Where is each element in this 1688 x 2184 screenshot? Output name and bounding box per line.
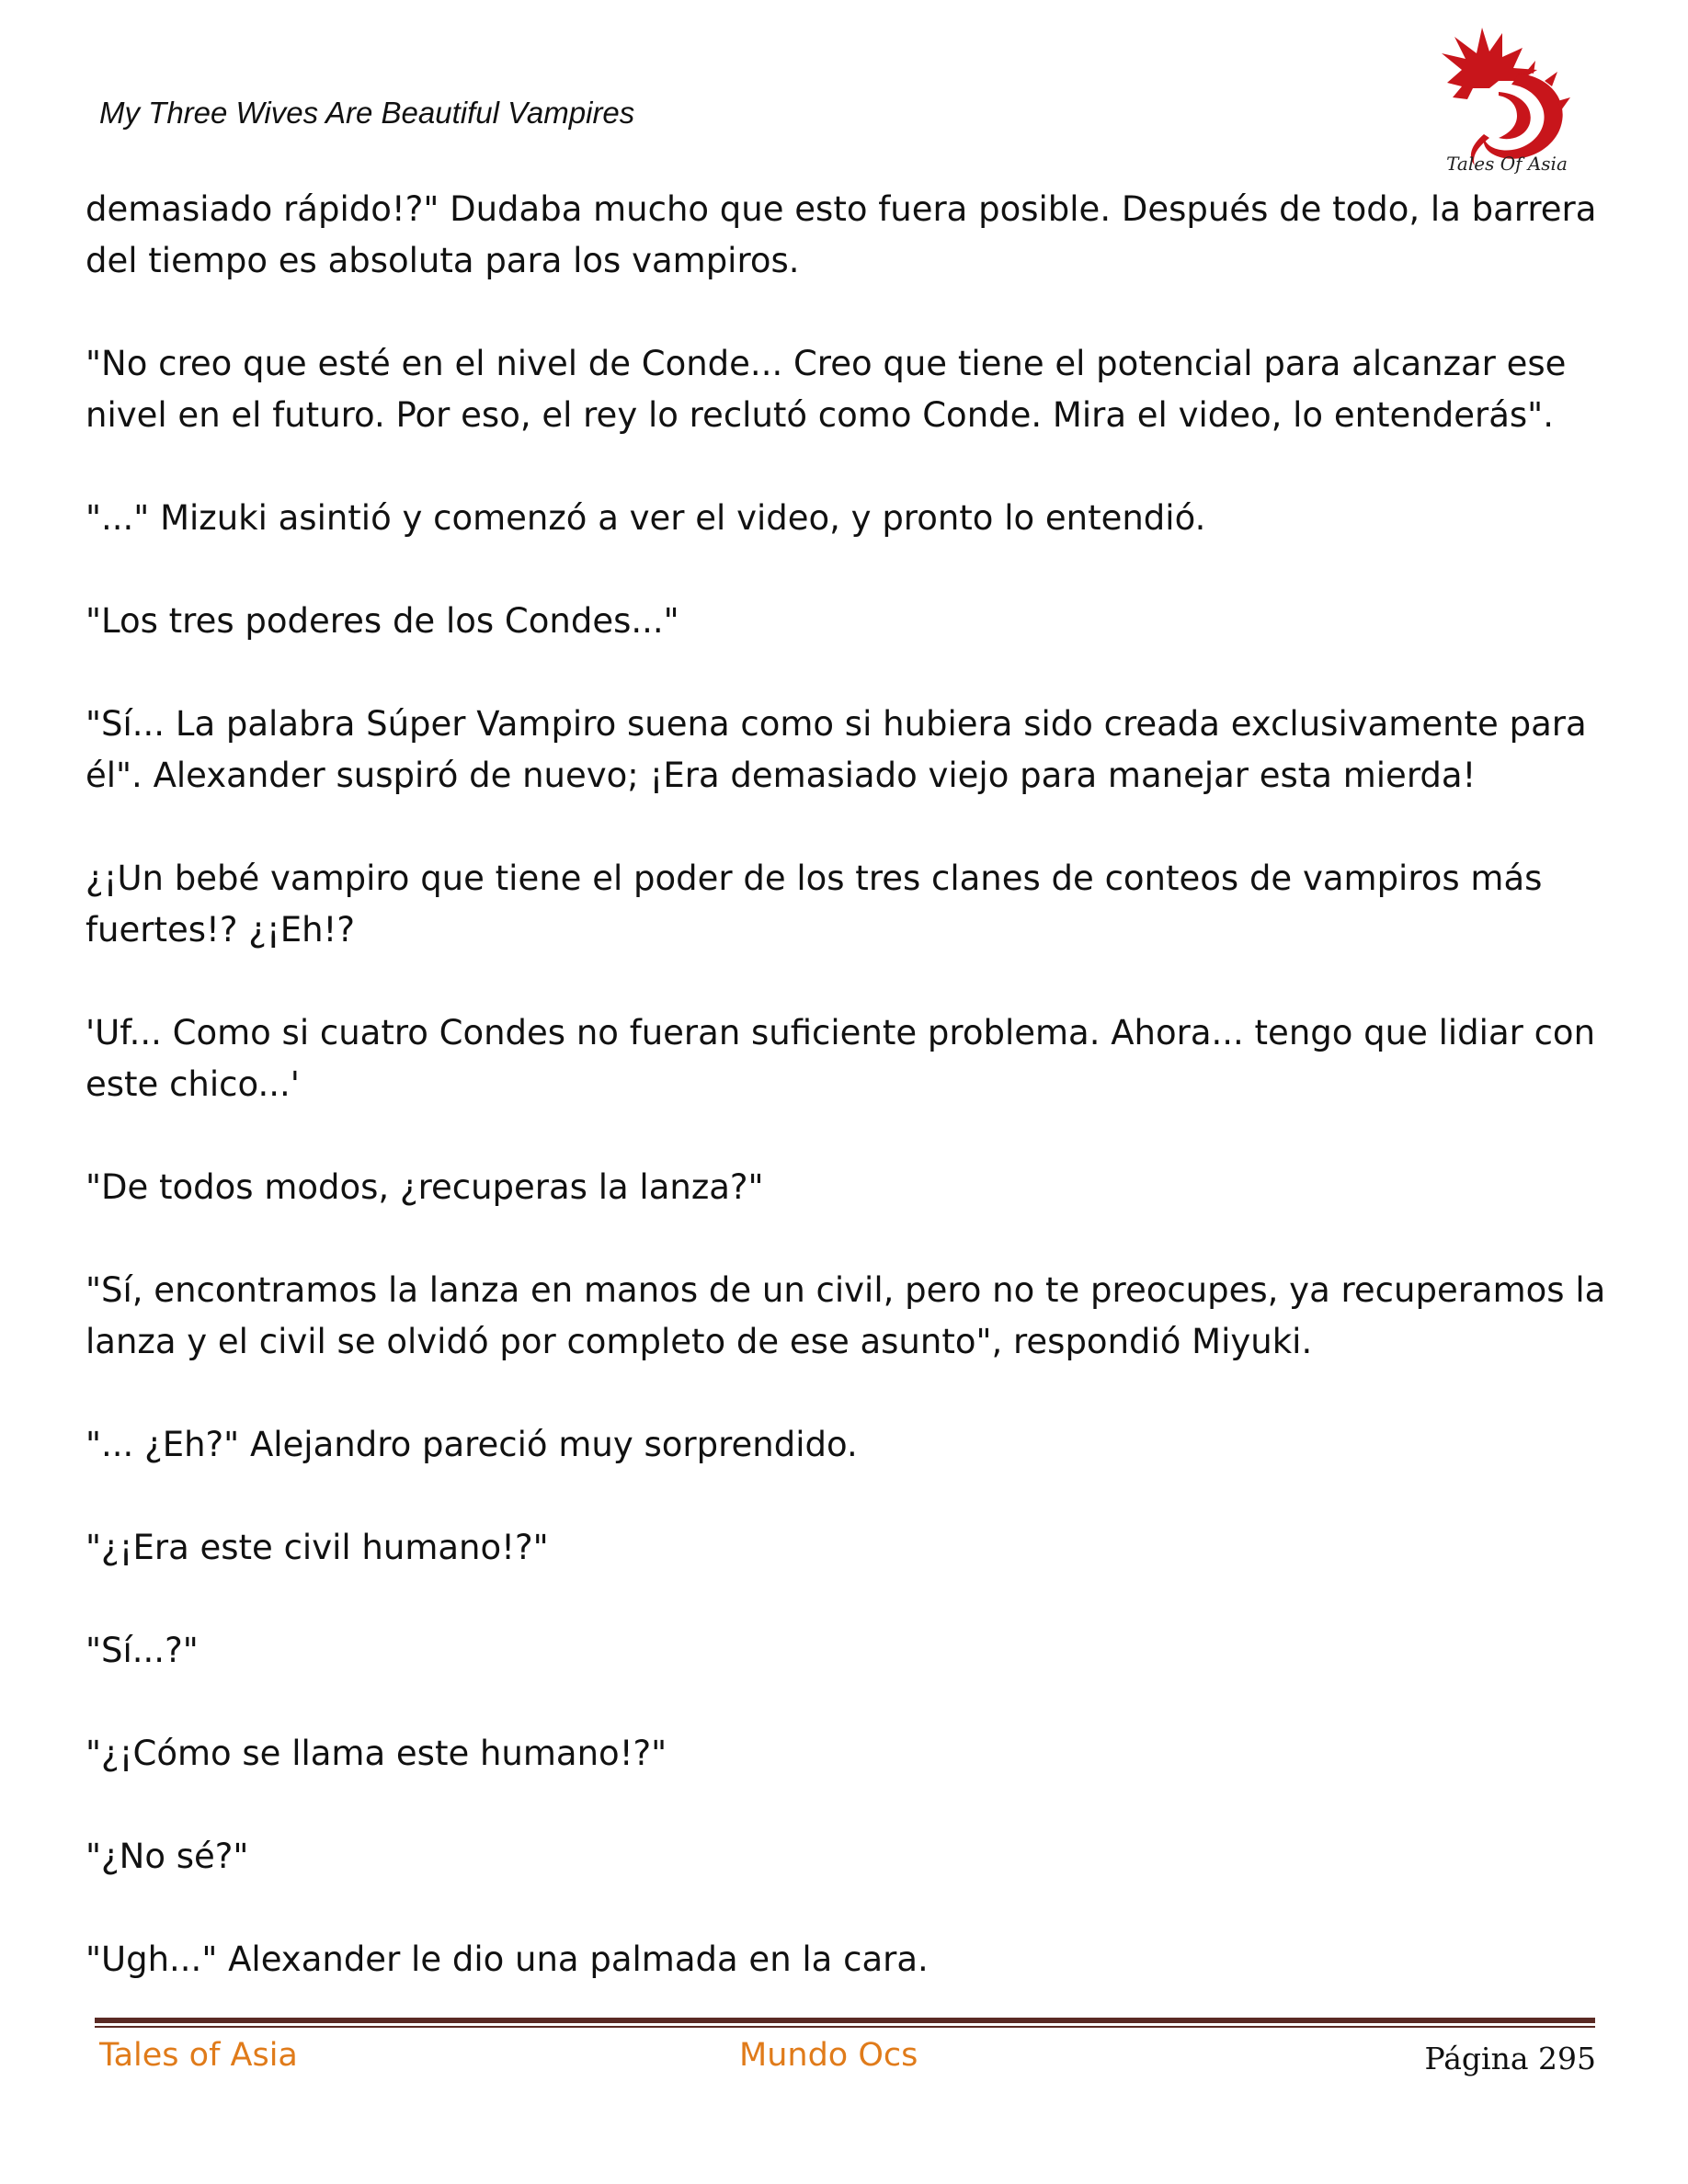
page-number: Página 295 bbox=[1424, 2041, 1596, 2076]
paragraph: 'Uf... Como si cuatro Condes no fueran suficiente problema. Ahora... tengo que lidiar con este chico...' bbox=[86, 1013, 1596, 1104]
paragraph: "Sí, encontramos la lanza en manos de un civil, pero no te preocupes, ya recuperamos la lanza y el civil se olvidó por completo de ese asunto", respondió Miyuki. bbox=[86, 1270, 1606, 1361]
footer-translator: Mundo Ocs bbox=[739, 2037, 918, 2074]
paragraph: "Sí... La palabra Súper Vampiro suena como si hubiera sido creada exclusivamente para él". Alexander suspiró de nuevo; ¡Era demasiado viejo para manejar esta mierda! bbox=[86, 704, 1587, 795]
paragraph: "..." Mizuki asintió y comenzó a ver el video, y pronto lo entendió. bbox=[86, 498, 1206, 538]
paragraph: ¿¡Un bebé vampiro que tiene el poder de los tres clanes de conteos de vampiros más fuertes!? ¿¡Eh!? bbox=[86, 859, 1543, 950]
paragraph: demasiado rápido!?" Dudaba mucho que esto fuera posible. Después de todo, la barrera del tiempo es absoluta para los vampiros. bbox=[86, 189, 1597, 280]
paragraph: "Ugh..." Alexander le dio una palmada en la cara. bbox=[86, 1939, 929, 1979]
paragraph: "De todos modos, ¿recuperas la lanza?" bbox=[86, 1167, 764, 1207]
header-book-title: My Three Wives Are Beautiful Vampires bbox=[99, 96, 635, 130]
logo-text: Tales Of Asia bbox=[1446, 153, 1568, 175]
footer-divider-thin bbox=[95, 2026, 1595, 2028]
footer-divider bbox=[95, 2018, 1595, 2023]
paragraph: "No creo que esté en el nivel de Conde... Creo que tiene el potencial para alcanzar ese nivel en el futuro. Por eso, el rey lo reclutó como Conde. Mira el video, lo entenderás". bbox=[86, 344, 1567, 435]
chapter-body bbox=[86, 184, 1612, 2037]
paragraph: "Sí...?" bbox=[86, 1631, 199, 1670]
paragraph: "¿¡Cómo se llama este humano!?" bbox=[86, 1734, 667, 1773]
paragraph: "¿¡Era este civil humano!?" bbox=[86, 1528, 549, 1567]
paragraph: "... ¿Eh?" Alejandro pareció muy sorprendido. bbox=[86, 1425, 858, 1464]
paragraph: "Los tres poderes de los Condes..." bbox=[86, 601, 679, 641]
footer-publisher: Tales of Asia bbox=[99, 2037, 298, 2074]
paragraph: "¿No sé?" bbox=[86, 1837, 249, 1876]
